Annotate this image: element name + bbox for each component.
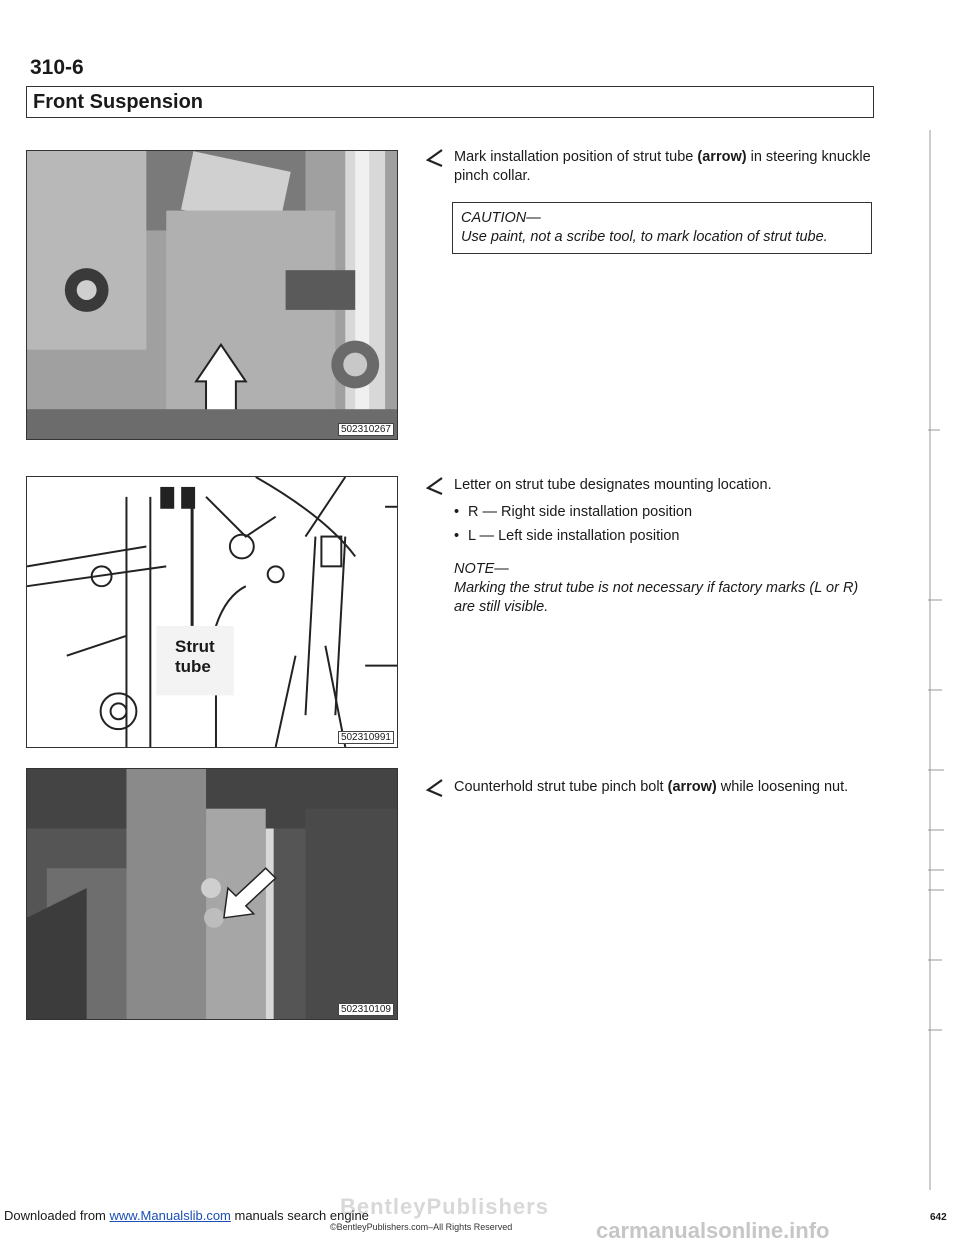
photo-strut-tube-marking (26, 150, 398, 440)
photo-pinch-bolt (26, 768, 398, 1020)
scan-margin-marks (918, 130, 948, 1190)
bullet-list (454, 500, 692, 548)
note-heading: NOTE— (454, 561, 509, 577)
pointer-arrow-icon (424, 476, 444, 496)
caution-text: Use paint, not a scribe tool, to mark location of strut tube. (461, 229, 828, 245)
note-text: Marking the strut tube is not necessary if factory marks (L or R) are still visible. (454, 580, 859, 615)
page-number: 310-6 (30, 56, 84, 79)
photo-code: 502310267 (338, 423, 394, 436)
list-item: • R — Right side installation position (454, 504, 693, 520)
list-item: • L — Left side installation position (454, 528, 680, 544)
step-letter-designation (424, 476, 874, 495)
step-counterhold-bolt (424, 778, 874, 797)
download-credit: Downloaded from www.Manualslib.com manuals search engine (4, 1208, 369, 1223)
caution-box (452, 202, 872, 254)
photo-code: 502310991 (338, 731, 394, 744)
label-line-1: Strut (175, 637, 215, 656)
strut-tube-label (175, 637, 215, 677)
copyright-text: ©BentleyPublishers.com–All Rights Reserved (330, 1222, 513, 1232)
step-text: Counterhold strut tube pinch bolt (arrow) while loosening nut. (454, 779, 849, 795)
manualslib-link[interactable]: www.Manualslib.com (109, 1208, 231, 1223)
diagram-strut-tube-letter (26, 476, 398, 748)
note-box (454, 560, 874, 617)
label-line-2: tube (175, 657, 211, 676)
photo-1-image (27, 151, 397, 439)
pointer-arrow-icon (424, 148, 444, 168)
photo-code: 502310109 (338, 1003, 394, 1016)
section-title: Front Suspension (33, 91, 203, 113)
step-mark-installation (424, 148, 874, 186)
step-text: Mark installation position of strut tube (arrow) in steering knuckle pinch collar. (454, 149, 871, 184)
pointer-arrow-icon (424, 778, 444, 798)
caution-heading: CAUTION— (461, 210, 541, 226)
line-drawing (27, 477, 397, 747)
step-text: Letter on strut tube designates mounting location. (454, 477, 772, 493)
publisher-watermark: BentleyPublishers (340, 1194, 549, 1219)
site-watermark: carmanualsonline.info (596, 1218, 830, 1243)
photo-3-image (27, 769, 397, 1019)
page-reference: 642 (930, 1212, 947, 1223)
section-header (26, 86, 874, 118)
